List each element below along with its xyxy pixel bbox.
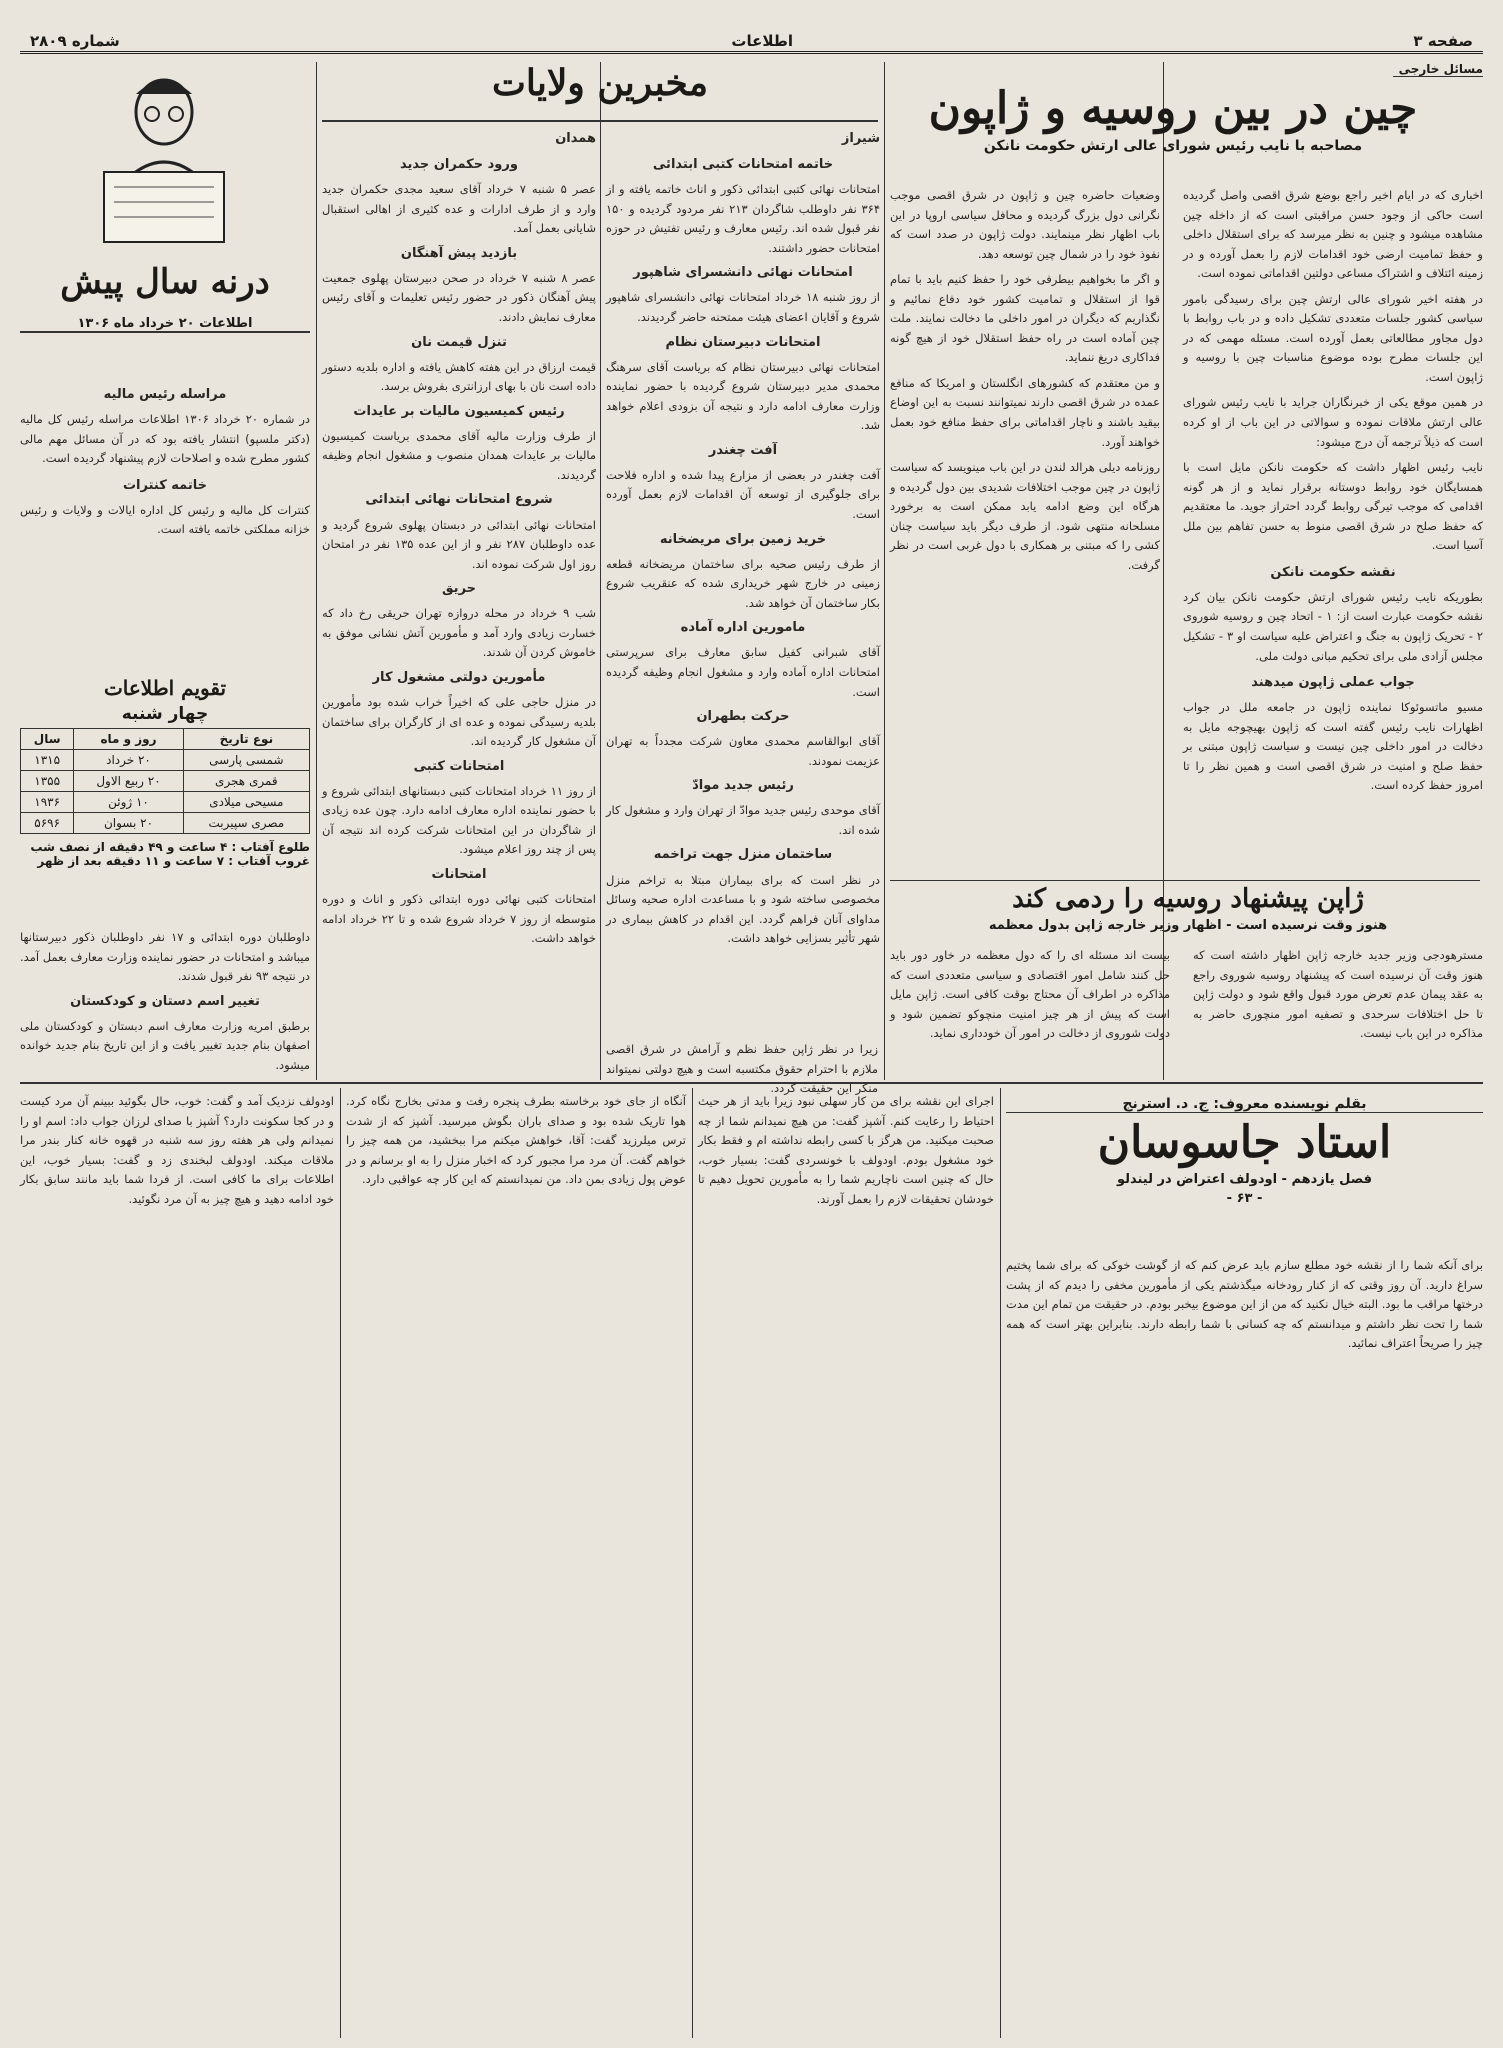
item-text: از طرف وزارت مالیه آقای محمدی بریاست کمیسیون مالیات بر عایدات همدان منصوب و مشغول انجام وظیفه گردیدند. — [322, 428, 596, 482]
calendar-cell: شمسی پارسی — [183, 750, 309, 771]
provinces-header — [322, 62, 878, 122]
lead-paragraph: در همین موقع یکی از خبرنگاران جراید با نایب رئیس شورای عالی ارتش ملاقات نموده و سوالاتی در این باب از او کرده است که ذیلاً ترجمه آن درج میشود: — [1183, 395, 1483, 449]
column-rule — [1000, 1088, 1001, 2038]
item-heading: خرید زمین برای مریضخانه — [659, 531, 827, 547]
lead-paragraph: و اگر ما بخواهیم بیطرفی خود را حفظ کنیم باید با تمام قوا از استقلال و تمامیت کشور خود دفاع نمائیم و نگذاریم که دیگران در امور داخلی ما دخالت نمایند. ملت چین آماده است در راه حفظ استقلال خود از هیچ گونه فداکاری دریغ ننماید. — [890, 272, 1160, 365]
provinces-headline: مخبرین ولایات — [492, 62, 708, 104]
lead-paragraph: در هفته اخیر شورای عالی ارتش چین برای رسیدگی بامور سیاسی کشور جلسات متعددی تشکیل داده و در باب روابط با دول مجاور مطالعاتی بعمل آورده است. مسئله مهمی که در این جلسات مطرح بوده موضوع مناسبات چین با روسیه و ژاپون است. — [1183, 291, 1483, 384]
lead-paragraph: روزنامه دیلی هرالد لندن در این باب مینویسد که سیاست ژاپون در چین موجب اختلافات شدیدی بین دول گردیده و هرگاه این وضع ادامه یابد ممکن است به برخورد مسلحانه منتهی شود. از طرف دیگر باید سیاست چنان کشی را که مبتنی بر همکاری با دول غربی است در نظر گرفت. — [890, 460, 1160, 572]
item-text: عصر ۵ شنبه ۷ خرداد آقای سعید مجدی حکمران جدید وارد و از طرف ادارات و عده کثیری از اهالی استقبال شایانی بعمل آمد. — [322, 182, 596, 236]
table-row — [21, 792, 310, 813]
sun-value: ۴ ساعت و ۴۹ دقیقه از نصف شب — [30, 840, 228, 854]
calendar-cell: ۲۰ بسوان — [74, 813, 183, 834]
item-text: آقای ابوالقاسم محمدی معاون شرکت مجدداً به تهران عزیمت نمودند. — [606, 734, 880, 768]
item-text: از طرف رئیس صحیه برای ساختمان مریضخانه قطعه زمینی در خارج شهر خریداری شده که عنقریب شروع بکار ساختمان آن خواهد شد. — [606, 556, 880, 610]
lead-subhead: مصاحبه با نایب رئیس شورای عالی ارتش حکومت نانکن — [983, 138, 1363, 154]
past-date: اطلاعات ۲۰ خرداد ماه ۱۳۰۶ — [20, 316, 310, 333]
column-rule — [884, 62, 885, 1080]
news-heading: تغییر اسم دستان و کودکستان — [70, 993, 260, 1009]
past-items — [20, 380, 310, 640]
issue-number: شماره ۲۸۰۹ — [30, 32, 120, 50]
calendar-title: تقویم اطلاعات — [103, 676, 227, 700]
item-heading: آفت چغندر — [708, 442, 778, 458]
calendar-weekday: چهار شنبه — [121, 704, 209, 724]
serial-column-3 — [346, 1092, 686, 2036]
item-heading: امتحانات دبیرستان نظام — [665, 334, 821, 350]
item-heading: امتحانات نهائی دانشسرای شاهپور — [633, 265, 853, 281]
column-rule — [340, 1088, 341, 2038]
divider — [890, 880, 1480, 881]
lead-paragraph: اخباری که در ایام اخیر راجع بوضع شرق اقصی واصل گردیده است حاکی از وجود حسن مراقبتی است که از داخله چین مشاهده میشود و چنین به نظر میرسد که برای استقلال داخلی و حفظ تمامیت ارضی خود اقدامات لازم را بعمل آورده و در زمینه ائتلاف و اشتراک مساعی دولتین اقداماتی نموده است. — [1183, 188, 1483, 281]
provinces-column-2 — [322, 128, 596, 1078]
region-label: همدان — [555, 131, 596, 146]
serial-paragraph: برای آنکه شما را از نقشه خود مطلع سازم باید عرض کنم که از گوشت خوکی که برای شما پختیم سراغ دارید. آن روز وقتی که از کنار رودخانه میگذشتم یکی از مأمورین مخفی را دیدم که از پشت درختها مراقب ما بود. البته خیال نکنید که من از این موضوع بیخبر بودم. در حقیقت من تمام این مدت شما را تحت نظر داشتم و میدانستم که چه کسانی با شما رابطه دارند. بنابراین بهتر است که همه چیز را صریحاً اعتراف نمائید. — [1006, 1258, 1483, 1351]
item-text: آفت چغندر در بعضی از مزارع پیدا شده و اداره فلاحت برای جلوگیری از توسعه آن اقدامات لازم بعمل آورده است. — [606, 467, 880, 522]
section-label: مسائل خارجی — [1393, 62, 1483, 77]
column-rule — [600, 62, 601, 1080]
column-rule — [692, 1088, 693, 2038]
item-heading: امتحانات کتبی — [413, 758, 505, 774]
serial-paragraph: اجرای این نقشه برای من کار سهلی نبود زیرا باید از هر حیث احتیاط را رعایت کنم. آشپز گفت: من هیچ نمیدانم شما از چه صحبت میکنید. من هرگز با کسی رابطه نداشته ام و فقط بکار خود مشغول بودم. اودولف با خونسردی گفت: بسیار خوب، حال که چنین است ناچاریم شما را به مأمورین تحویل دهیم تا خودشان تحقیقات لازم را بعمل آورند. — [698, 1094, 994, 1206]
serial-paragraph: اودولف نزدیک آمد و گفت: خوب، حال بگوئید ببینم آن مرد کیست و در کجا سکونت دارد؟ آشپز با صدای لرزان جواب داد: اسم او را نمیدانم ولی هر هفته روز سه شنبه در قهوه خانه کنار بندر مرا ملاقات میکند. اودولف لبخندی زد و گفت: بسیار خوب، این اطلاعات برای ما کافی است. از فردا شما باید مانند سابق بکار خود ادامه دهید و هیچ چیز به آن مرد نگوئید. — [20, 1094, 334, 1206]
sunrise-line: طلوع آفتاب : ۴ ساعت و ۴۹ دقیقه از نصف شب — [30, 840, 310, 854]
item-heading: بازدید پیش آهنگان — [400, 245, 518, 261]
calendar-cell: ۵۶۹۶ — [21, 813, 74, 834]
lead-section-heading: جواب عملی ژاپون میدهند — [1251, 675, 1415, 691]
lead-headline: چین در بین روسیه و ژاپون — [928, 83, 1418, 134]
item-text: از روز شنبه ۱۸ خرداد امتحانات نهائی دانشسرای شاهپور شروع و آقایان اعضای هیئت ممتحنه حاضر گردیدند. — [606, 290, 880, 325]
news-text: داوطلبان دوره ابتدائی و ۱۷ نفر داوطلبان ذکور دبیرستانها میباشد و امتحانات در حضور نماینده وزارت معارف بعمل آمد. در نتیجه ۹۳ نفر قبول شدند. — [20, 930, 310, 984]
calendar-cell: قمری هجری — [183, 771, 309, 792]
lead-paragraph: و من معتقدم که کشورهای انگلستان و امریکا که منافع عمده در شرق اقصی دارند نمیتوانند نسبت به این اوضاع بیقید باشند و ناچار اقداماتی برای حفظ منافع خود بعمل خواهند آورد. — [890, 375, 1160, 449]
table-row — [21, 771, 310, 792]
second-paragraph: زیرا در نظر ژاپن حفظ نظم و آرامش در شرق اقصی ملازم با احترام حقوق مکتسبه است و هیچ دولتی نمیتواند منکر این حقیقت گردد. — [606, 1042, 878, 1096]
paper-name: اطلاعات — [731, 32, 793, 50]
calendar-cell: ۱۳۵۵ — [21, 771, 74, 792]
item-text: آقای شبرانی کفیل سابق معارف برای سرپرستی امتحانات اداره آماده وارد و مشغول انجام وظیفه گردیده است. — [606, 645, 880, 699]
item-heading: مامورین اداره آماده — [680, 620, 806, 636]
second-paragraph: مسترهودجی وزیر جدید خارجه ژاپن اظهار داشته است که هنوز وقت آن نرسیده است که پیشنهاد روسیه شوروی راجع به عقد پیمان عدم تعرض مورد قبول واقع شود و دولت ژاپن تا حل اختلافات سرحدی و تصفیه امور منچوری حاضر به مذاکره در این باب نیست. — [1193, 948, 1483, 1041]
item-heading: رئیس جدید موادّ — [692, 778, 794, 794]
calendar-header: نوع تاریخ — [183, 729, 309, 750]
serial-column-4 — [20, 1092, 334, 2036]
past-header — [20, 62, 310, 352]
item-text: امتحانات نهائی ابتدائی در دبستان پهلوی شروع گردید و عده داوطلبان ۲۸۷ نفر و از این عده ۱۳۵ نفر در امتحان روز اول شرکت نموده اند. — [322, 517, 596, 571]
provinces-column-1 — [606, 128, 880, 1038]
item-heading: رئیس کمیسیون مالیات بر عایدات — [353, 403, 565, 419]
region-label: شیراز — [841, 131, 880, 146]
item-heading: حریق — [441, 581, 477, 597]
item-heading: شروع امتحانات نهائی ابتدائی — [365, 492, 553, 508]
sun-value: ۷ ساعت و ۱۱ دقیقه بعد از ظهر — [37, 854, 225, 868]
table-row — [21, 813, 310, 834]
page-number: صفحه ۳ — [1413, 32, 1473, 50]
calendar-cell: ۲۰ ربیع الاول — [74, 771, 183, 792]
serial-title: استاد جاسوسان — [1097, 1117, 1392, 1168]
item-text: از روز ۱۱ خرداد امتحانات کتبی دبستانهای ابتدائی شروع و با حضور نماینده اداره معارف ادامه دارد. چون عده زیادی از شاگردان در این امتحانات شرکت کرده اند نتیجه آن پس از چند روز اعلام میشود. — [322, 783, 596, 857]
item-heading: خاتمه امتحانات کتبی ابتدائی — [652, 157, 834, 173]
left-news — [20, 924, 310, 1074]
provinces-items — [606, 154, 880, 949]
item-text: امتحانات نهائی کتبی ابتدائی ذکور و اناث خاتمه یافته و از ۳۶۴ نفر داوطلب شاگردان ۲۱۳ نفر مردود گردیده و ۱۵۰ نفر قبول شده اند. رئیس معارف و رئیس تفتیش در حوزه امتحانات حضور داشتند. — [606, 182, 880, 255]
serial-byline: بقلم نویسنده معروف: ج. د. استرنج — [1006, 1096, 1483, 1113]
calendar-box — [20, 676, 310, 916]
item-text: قیمت ارزاق در این هفته کاهش یافته و اداره بلدیه دستور داده است نان با بهای ارزانتری بفروش برسد. — [322, 359, 596, 394]
column-rule — [316, 62, 317, 1080]
item-text: آقای موحدی رئیس جدید موادّ از تهران وارد و مشغول کار شده اند. — [606, 803, 880, 837]
lead-header — [863, 62, 1483, 182]
past-item-heading: خاتمه کنترات — [122, 477, 208, 493]
serial-column-2 — [698, 1092, 994, 2036]
item-heading: تنزل قیمت نان — [411, 334, 507, 350]
lead-section-heading: نقشه حکومت نانکن — [1270, 564, 1396, 580]
item-heading: ساختمان منزل جهت تراخمه — [653, 847, 833, 863]
item-text: امتحانات نهائی دبیرستان نظام که بریاست آقای سرهنگ محمدی مدیر دبیرستان شروع گردیده با حضور نماینده وزارت معارف ادامه دارد و نتیجه آن بزودی اعلام خواهد شد. — [606, 359, 880, 433]
past-item-text: کنترات کل مالیه و رئیس کل اداره ایالات و ولایات و رئیس خزانه مملکتی خاتمه یافته است. — [20, 502, 310, 537]
serial-chapter: فصل یازدهم - اودولف اعتراض در لیندلو — [1116, 1172, 1373, 1187]
serial-number: - ۶۳ - — [1226, 1191, 1263, 1206]
past-title: درنه سال پیش — [60, 262, 270, 302]
second-column-b — [890, 946, 1170, 1076]
item-text: عصر ۸ شنبه ۷ خرداد در صحن دبیرستان پهلوی جمعیت پیش آهنگان ذکور در حضور رئیس تعلیمات و آقای رئیس معارف نمایش دادند. — [322, 270, 596, 325]
news-text: برطبق امریه وزارت معارف اسم دبستان و کودکستان ملی اصفهان بنام جدید تغییر یافت و از این تاریخ بنام جدید خوانده میشود. — [20, 1018, 310, 1072]
lead-paragraph: مسیو ماتسوئوکا نماینده ژاپون در جامعه ملل در جواب اظهارات نایب رئیس گفته است که ژاپون بهیچوجه مایل به دخالت در امور داخلی چین نیست و سیاست ژاپون مبتنی بر حفظ صلح و امنیت در شرق اقصی است و همین نظر را تا امروز حفظ کرده است. — [1183, 700, 1483, 793]
item-text: در نظر است که برای بیماران مبتلا به تراخم منزل مخصوصی ساخته شود و با مساعدت اداره صحیه وسائل مداوای آنان فراهم گردد. این اقدام در کاهش بیماری در شهر تأثیر بسزایی خواهد داشت. — [606, 872, 880, 946]
reader-illustration-icon — [84, 72, 244, 252]
provinces-items — [322, 154, 596, 949]
second-headline: ژاپن پیشنهاد روسیه را ردمی کند — [1012, 884, 1364, 914]
sun-label: طلوع آفتاب — [240, 840, 310, 854]
second-column-a — [1193, 946, 1483, 1076]
past-item-heading: مراسله رئیس مالیه — [103, 387, 227, 402]
calendar-cell: ۲۰ خرداد — [74, 750, 183, 771]
serial-paragraph: آنگاه از جای خود برخاسته بطرف پنجره رفت و مدتی بخارج نگاه کرد. هوا تاریک شده بود و صدای باران بگوش میرسید. آشپز که از شدت ترس میلرزید گفت: آقا، خواهش میکنم مرا ببخشید، من همه چیز را خواهم گفت. آن مرد مرا مجبور کرد که اخبار منزل را به او برسانم و در عوض پول زیادی بمن داد. من نمیدانستم که این کار چه عواقبی دارد. — [346, 1094, 686, 1187]
second-subhead: هنوز وقت نرسیده است - اظهار وزیر خارجه ژاپن بدول معظمه — [988, 918, 1388, 933]
calendar-cell: ۱۹۳۶ — [21, 792, 74, 813]
calendar-cell: مسیحی میلادی — [183, 792, 309, 813]
calendar-header: سال — [21, 729, 74, 750]
calendar-table — [20, 728, 310, 834]
lead-column-b — [890, 186, 1160, 876]
second-column-c — [606, 1040, 878, 1096]
item-heading: مأمورین دولتی مشغول کار — [372, 669, 546, 685]
calendar-cell: ۱۰ ژوئن — [74, 792, 183, 813]
serial-column-1 — [1006, 1256, 1483, 2036]
past-item-text: در شماره ۲۰ خرداد ۱۳۰۶ اطلاعات مراسله رئیس کل مالیه (دکتر ملسپو) انتشار یافته بود که در آن مسائل مهم مالی کشور مطرح شده و اصلاحات لازم پیشنهاد گردیده است. — [20, 412, 310, 466]
calendar-cell: ۱۳۱۵ — [21, 750, 74, 771]
item-heading: حرکت بطهران — [696, 709, 790, 725]
item-text: امتحانات کتبی نهائی دوره ابتدائی ذکور و اناث و دوره متوسطه از روز ۷ خرداد شروع شده و تا ۲۲ خرداد ادامه خواهد داشت. — [322, 892, 596, 946]
item-heading: ورود حکمران جدید — [400, 157, 518, 173]
second-paragraph: بیست اند مسئله ای را که دول معظمه در خاور دور باید حل کنند شامل امور اقتصادی و سیاسی متعددی است که مذاکره در اطراف آن محتاج بوقت کافی است. ژاپن مایل است که پیش از هر چیز امنیت منچوکو تضمین شود و دولت شوروی از دخالت در امور آن خودداری نماید. — [890, 948, 1170, 1041]
item-heading: امتحانات — [431, 866, 487, 882]
table-row — [21, 750, 310, 771]
masthead — [20, 30, 1483, 54]
second-article-header — [893, 884, 1483, 944]
sun-label: غروب آفتاب — [237, 854, 310, 868]
serial-header — [1006, 1092, 1483, 1252]
lead-paragraph: بطوریکه نایب رئیس شورای ارتش حکومت نانکن بیان کرد نقشه حکومت عبارت است از: ۱ - اتحاد چین و روسیه شوروی ۲ - تحریک ژاپون به جنگ و اعتراض علیه سیاست او ۳ - تشکیل مجلس آزادی ملی برای تحکیم مبانی دولت ملی. — [1183, 589, 1483, 663]
item-text: شب ۹ خرداد در محله دروازه تهران حریقی رخ داد که خسارت زیادی وارد آمد و مأمورین آتش نشانی موفق به خاموش کردن آن شدند. — [322, 606, 596, 660]
lead-paragraph: نایب رئیس اظهار داشت که حکومت نانکن مایل است با همسایگان خود روابط دوستانه برقرار نماید و از هر گونه اقدامی که موجب تیرگی روابط گردد احتراز جوید. ما معتقدیم که حفظ صلح در شرق اقصی منوط به حسن تفاهم بین ملل آسیا است. — [1183, 460, 1483, 553]
calendar-cell: مصری سپیربت — [183, 813, 309, 834]
lead-paragraph: وضعیات حاضره چین و ژاپون در شرق اقصی موجب نگرانی دول بزرگ گردیده و محافل سیاسی اروپا در این باب اظهار نظر مینمایند. دولت ژاپون در صدد است که نفوذ خود را در شمال چین توسعه دهد. — [890, 188, 1160, 261]
sunset-line: غروب آفتاب : ۷ ساعت و ۱۱ دقیقه بعد از ظهر — [37, 854, 310, 868]
calendar-header: روز و ماه — [74, 729, 183, 750]
item-text: در منزل حاجی علی که اخیراً خراب شده بود مأمورین بلدیه رسیدگی نموده و عده ای از کارگران برای ساختمان آن مشغول کار گردیده اند. — [322, 695, 596, 749]
